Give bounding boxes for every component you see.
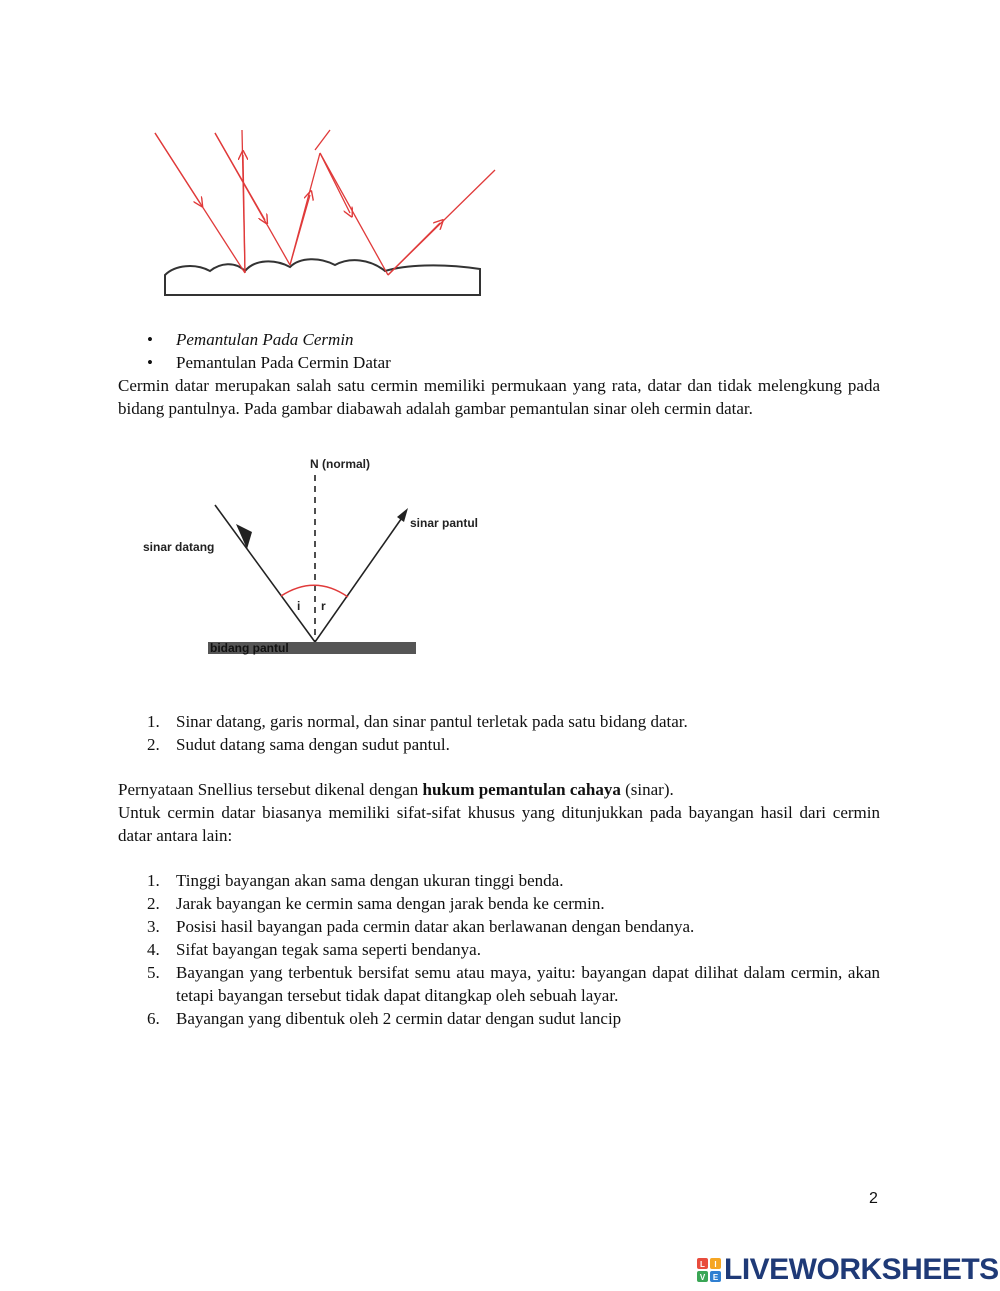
snellius-bold-term: hukum pemantulan cahaya — [422, 780, 621, 799]
normal-label: N (normal) — [310, 457, 370, 471]
svg-text:I: I — [714, 1260, 717, 1269]
light-rays — [155, 130, 495, 275]
properties-intro-paragraph: Untuk cermin datar biasanya memiliki sifat-sifat khusus yang ditunjukkan pada bayangan hasil dari cermin datar antara lain: — [118, 803, 880, 845]
list-number: 1. — [147, 871, 160, 890]
rough-surface — [165, 259, 480, 295]
list-text: Bayangan yang terbentuk bersifat semu atau maya, yaitu: bayangan dapat dilihat dalam cermin, akan tetapi bayangan tersebut tidak dapat ditangkap oleh sebuah layar. — [176, 963, 880, 1005]
bullet-dot: • — [147, 330, 153, 349]
reflected-label: sinar pantul — [410, 516, 479, 530]
snellius-text-after: (sinar). — [620, 780, 674, 799]
list-text: Sinar datang, garis normal, dan sinar pantul terletak pada satu bidang datar. — [176, 712, 688, 731]
list-item — [147, 733, 880, 756]
angle-r-label: r — [321, 599, 326, 613]
angle-i-label: i — [297, 599, 301, 613]
list-text: Sifat bayangan tegak sama seperti bendanya. — [176, 940, 481, 959]
intro-paragraph: Cermin datar merupakan salah satu cermin memiliki permukaan yang rata, datar dan tidak melengkung pada bidang pantulnya. Pada gambar diabawah adalah gambar pemantulan sinar oleh cermin datar. — [118, 376, 880, 418]
list-number: 3. — [147, 917, 160, 936]
list-item — [147, 869, 880, 892]
bullet-dot: • — [147, 353, 153, 372]
list-item — [147, 892, 880, 915]
bullet-text: Pemantulan Pada Cermin Datar — [176, 353, 391, 372]
list-number: 4. — [147, 940, 160, 959]
page-number: 2 — [869, 1190, 878, 1207]
list-item — [147, 938, 880, 961]
list-item — [147, 915, 880, 938]
brand-text: LIVEWORKSHEETS — [724, 1253, 999, 1286]
bullet-item — [147, 351, 847, 374]
list-text: Posisi hasil bayangan pada cermin datar akan berlawanan dengan bendanya. — [176, 917, 695, 936]
svg-text:E: E — [712, 1273, 719, 1282]
reflection-laws-list — [147, 710, 880, 756]
flat-mirror-reflection-diagram — [140, 450, 510, 665]
list-text: Bayangan yang dibentuk oleh 2 cermin datar dengan sudut lancip — [176, 1009, 622, 1028]
reflected-ray — [315, 508, 408, 642]
list-number: 5. — [147, 963, 160, 982]
list-number: 6. — [147, 1009, 160, 1028]
list-number: 2. — [147, 735, 160, 754]
svg-text:L: L — [700, 1260, 705, 1269]
snellius-sentence — [118, 778, 880, 801]
list-text: Tinggi bayangan akan sama dengan ukuran tinggi benda. — [176, 871, 564, 890]
surface-label: bidang pantul — [210, 641, 289, 655]
incident-ray — [215, 505, 315, 642]
liveworksheets-logo — [697, 1253, 999, 1287]
svg-text:V: V — [699, 1273, 706, 1282]
list-number: 1. — [147, 712, 160, 731]
logo-icon — [697, 1258, 721, 1282]
list-item — [147, 1007, 880, 1030]
list-text: Sudut datang sama dengan sudut pantul. — [176, 735, 450, 754]
list-item — [147, 710, 880, 733]
list-text: Jarak bayangan ke cermin sama dengan jarak benda ke cermin. — [176, 894, 605, 913]
diffuse-reflection-diagram — [150, 125, 500, 305]
list-item — [147, 961, 880, 1007]
incident-label: sinar datang — [143, 540, 215, 554]
bullet-text: Pemantulan Pada Cermin — [176, 330, 354, 349]
snellius-text-before: Pernyataan Snellius tersebut dikenal dengan — [118, 780, 423, 799]
list-number: 2. — [147, 894, 160, 913]
mirror-properties-list — [147, 869, 880, 1030]
bullet-list — [147, 328, 847, 374]
bullet-item — [147, 328, 847, 351]
